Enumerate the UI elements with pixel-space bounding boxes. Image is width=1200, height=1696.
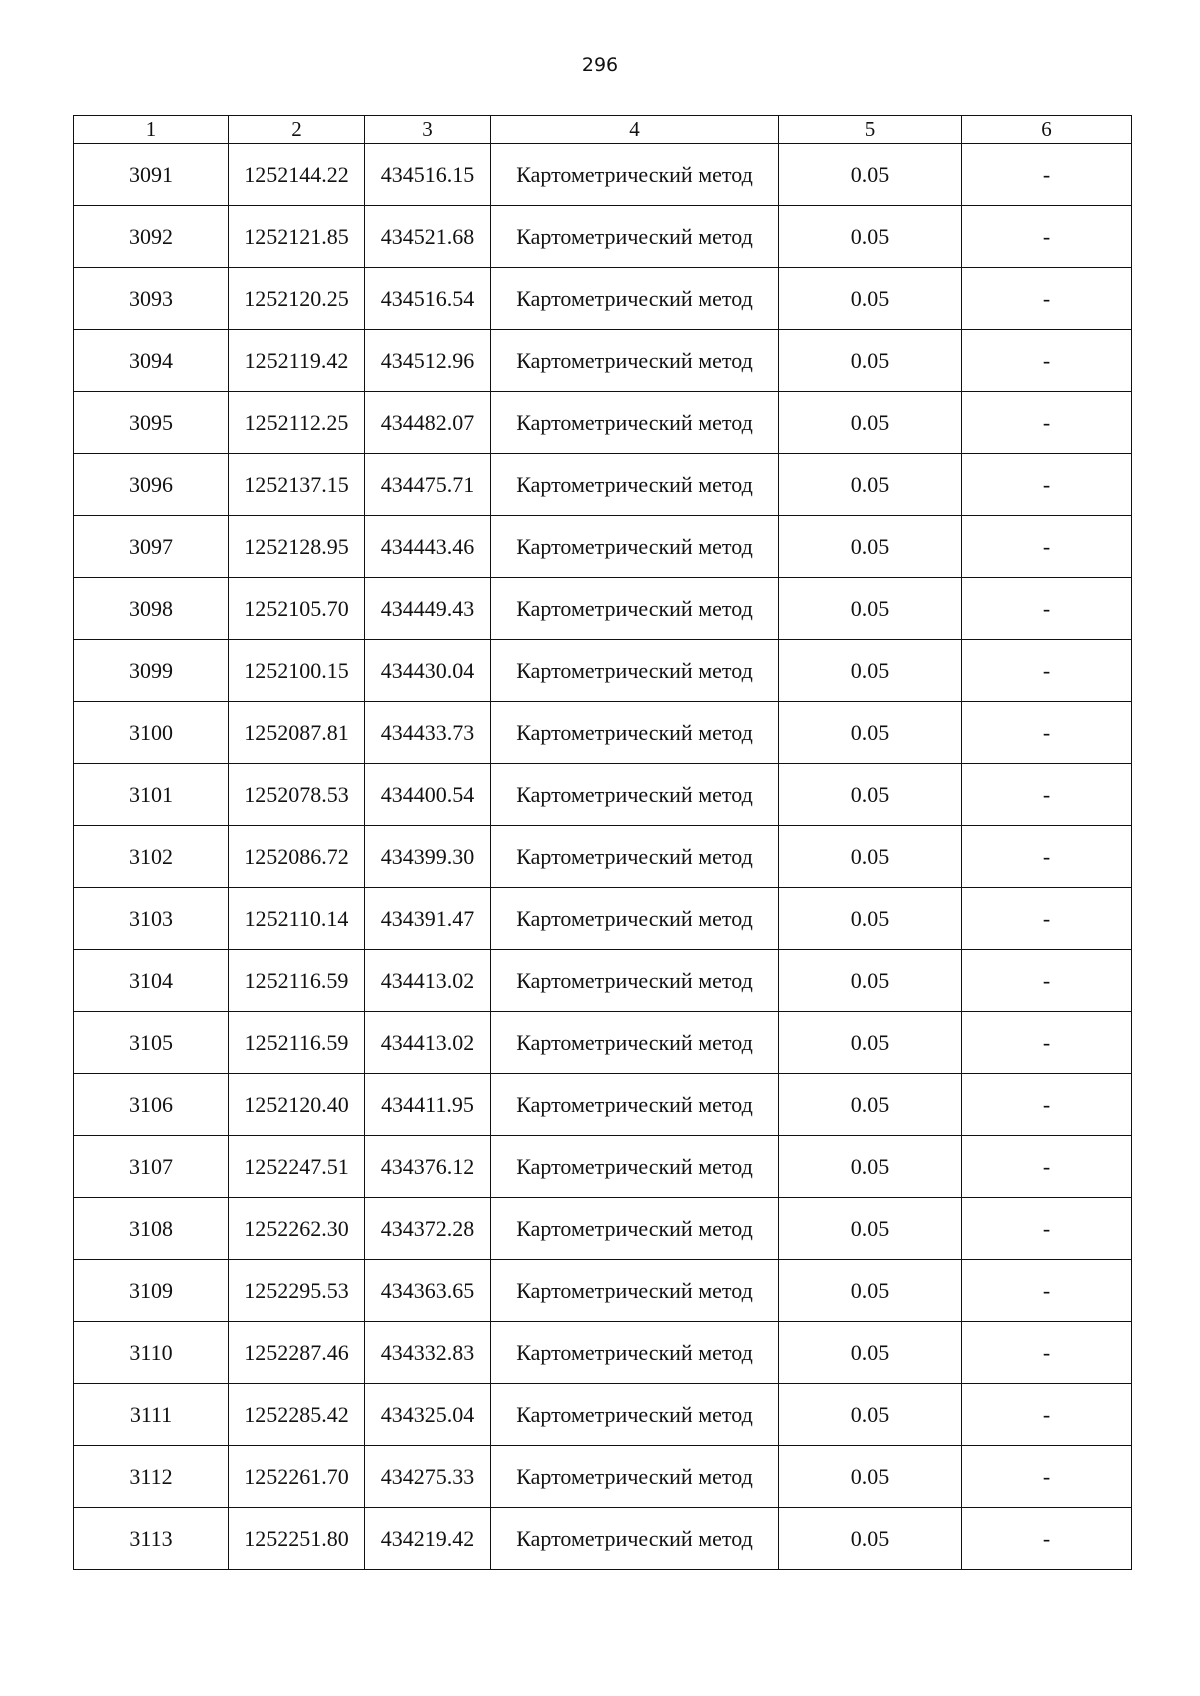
note-cell: - <box>962 764 1132 826</box>
note-cell: - <box>962 826 1132 888</box>
x-coordinate-cell: 1252078.53 <box>229 764 365 826</box>
accuracy-cell: 0.05 <box>779 888 962 950</box>
accuracy-cell: 0.05 <box>779 640 962 702</box>
accuracy-cell: 0.05 <box>779 1136 962 1198</box>
y-coordinate-cell: 434275.33 <box>365 1446 491 1508</box>
method-cell: Картометрический метод <box>491 1012 779 1074</box>
note-cell: - <box>962 640 1132 702</box>
note-cell: - <box>962 702 1132 764</box>
x-coordinate-cell: 1252116.59 <box>229 950 365 1012</box>
point-number-cell: 3091 <box>74 144 229 206</box>
table-row <box>74 888 1132 950</box>
header-cell: 2 <box>229 116 365 144</box>
note-cell: - <box>962 950 1132 1012</box>
point-number-cell: 3100 <box>74 702 229 764</box>
point-number-cell: 3108 <box>74 1198 229 1260</box>
y-coordinate-cell: 434413.02 <box>365 950 491 1012</box>
point-number-cell: 3103 <box>74 888 229 950</box>
x-coordinate-cell: 1252285.42 <box>229 1384 365 1446</box>
accuracy-cell: 0.05 <box>779 764 962 826</box>
note-cell: - <box>962 330 1132 392</box>
method-cell: Картометрический метод <box>491 1136 779 1198</box>
x-coordinate-cell: 1252120.40 <box>229 1074 365 1136</box>
note-cell: - <box>962 578 1132 640</box>
note-cell: - <box>962 1508 1132 1570</box>
table-row <box>74 1446 1132 1508</box>
y-coordinate-cell: 434521.68 <box>365 206 491 268</box>
note-cell: - <box>962 1322 1132 1384</box>
accuracy-cell: 0.05 <box>779 454 962 516</box>
table-row <box>74 764 1132 826</box>
method-cell: Картометрический метод <box>491 950 779 1012</box>
note-cell: - <box>962 268 1132 330</box>
method-cell: Картометрический метод <box>491 392 779 454</box>
accuracy-cell: 0.05 <box>779 702 962 764</box>
accuracy-cell: 0.05 <box>779 826 962 888</box>
y-coordinate-cell: 434475.71 <box>365 454 491 516</box>
accuracy-cell: 0.05 <box>779 950 962 1012</box>
accuracy-cell: 0.05 <box>779 1198 962 1260</box>
y-coordinate-cell: 434219.42 <box>365 1508 491 1570</box>
accuracy-cell: 0.05 <box>779 578 962 640</box>
method-cell: Картометрический метод <box>491 454 779 516</box>
x-coordinate-cell: 1252144.22 <box>229 144 365 206</box>
table-row <box>74 268 1132 330</box>
table-row <box>74 702 1132 764</box>
method-cell: Картометрический метод <box>491 764 779 826</box>
point-number-cell: 3109 <box>74 1260 229 1322</box>
note-cell: - <box>962 144 1132 206</box>
y-coordinate-cell: 434443.46 <box>365 516 491 578</box>
note-cell: - <box>962 392 1132 454</box>
x-coordinate-cell: 1252086.72 <box>229 826 365 888</box>
note-cell: - <box>962 1260 1132 1322</box>
y-coordinate-cell: 434449.43 <box>365 578 491 640</box>
accuracy-cell: 0.05 <box>779 1012 962 1074</box>
x-coordinate-cell: 1252100.15 <box>229 640 365 702</box>
y-coordinate-cell: 434411.95 <box>365 1074 491 1136</box>
point-number-cell: 3107 <box>74 1136 229 1198</box>
y-coordinate-cell: 434482.07 <box>365 392 491 454</box>
point-number-cell: 3095 <box>74 392 229 454</box>
point-number-cell: 3099 <box>74 640 229 702</box>
table-row <box>74 1384 1132 1446</box>
x-coordinate-cell: 1252287.46 <box>229 1322 365 1384</box>
note-cell: - <box>962 1198 1132 1260</box>
y-coordinate-cell: 434325.04 <box>365 1384 491 1446</box>
point-number-cell: 3097 <box>74 516 229 578</box>
x-coordinate-cell: 1252087.81 <box>229 702 365 764</box>
x-coordinate-cell: 1252262.30 <box>229 1198 365 1260</box>
x-coordinate-cell: 1252116.59 <box>229 1012 365 1074</box>
y-coordinate-cell: 434332.83 <box>365 1322 491 1384</box>
header-cell: 6 <box>962 116 1132 144</box>
accuracy-cell: 0.05 <box>779 1446 962 1508</box>
accuracy-cell: 0.05 <box>779 1074 962 1136</box>
x-coordinate-cell: 1252121.85 <box>229 206 365 268</box>
x-coordinate-cell: 1252295.53 <box>229 1260 365 1322</box>
point-number-cell: 3096 <box>74 454 229 516</box>
x-coordinate-cell: 1252105.70 <box>229 578 365 640</box>
table-row <box>74 640 1132 702</box>
method-cell: Картометрический метод <box>491 1260 779 1322</box>
x-coordinate-cell: 1252110.14 <box>229 888 365 950</box>
x-coordinate-cell: 1252261.70 <box>229 1446 365 1508</box>
accuracy-cell: 0.05 <box>779 330 962 392</box>
y-coordinate-cell: 434372.28 <box>365 1198 491 1260</box>
y-coordinate-cell: 434391.47 <box>365 888 491 950</box>
point-number-cell: 3111 <box>74 1384 229 1446</box>
y-coordinate-cell: 434400.54 <box>365 764 491 826</box>
method-cell: Картометрический метод <box>491 888 779 950</box>
method-cell: Картометрический метод <box>491 330 779 392</box>
method-cell: Картометрический метод <box>491 640 779 702</box>
method-cell: Картометрический метод <box>491 578 779 640</box>
table-row <box>74 206 1132 268</box>
method-cell: Картометрический метод <box>491 1198 779 1260</box>
method-cell: Картометрический метод <box>491 144 779 206</box>
note-cell: - <box>962 1074 1132 1136</box>
point-number-cell: 3106 <box>74 1074 229 1136</box>
accuracy-cell: 0.05 <box>779 268 962 330</box>
method-cell: Картометрический метод <box>491 1384 779 1446</box>
header-cell: 1 <box>74 116 229 144</box>
header-row <box>74 116 1132 144</box>
header-cell: 5 <box>779 116 962 144</box>
accuracy-cell: 0.05 <box>779 144 962 206</box>
table-row <box>74 826 1132 888</box>
x-coordinate-cell: 1252247.51 <box>229 1136 365 1198</box>
table-row <box>74 330 1132 392</box>
accuracy-cell: 0.05 <box>779 206 962 268</box>
point-number-cell: 3092 <box>74 206 229 268</box>
x-coordinate-cell: 1252128.95 <box>229 516 365 578</box>
y-coordinate-cell: 434433.73 <box>365 702 491 764</box>
accuracy-cell: 0.05 <box>779 1260 962 1322</box>
point-number-cell: 3102 <box>74 826 229 888</box>
table-row <box>74 1322 1132 1384</box>
point-number-cell: 3101 <box>74 764 229 826</box>
note-cell: - <box>962 516 1132 578</box>
accuracy-cell: 0.05 <box>779 392 962 454</box>
note-cell: - <box>962 1136 1132 1198</box>
table-row <box>74 1074 1132 1136</box>
table-row <box>74 392 1132 454</box>
method-cell: Картометрический метод <box>491 1074 779 1136</box>
table-row <box>74 578 1132 640</box>
method-cell: Картометрический метод <box>491 206 779 268</box>
y-coordinate-cell: 434376.12 <box>365 1136 491 1198</box>
method-cell: Картометрический метод <box>491 826 779 888</box>
table-row <box>74 1012 1132 1074</box>
table-body <box>74 116 1132 1570</box>
table-row <box>74 1260 1132 1322</box>
table-row <box>74 950 1132 1012</box>
header-cell: 3 <box>365 116 491 144</box>
method-cell: Картометрический метод <box>491 1508 779 1570</box>
point-number-cell: 3104 <box>74 950 229 1012</box>
y-coordinate-cell: 434512.96 <box>365 330 491 392</box>
y-coordinate-cell: 434413.02 <box>365 1012 491 1074</box>
x-coordinate-cell: 1252112.25 <box>229 392 365 454</box>
point-number-cell: 3098 <box>74 578 229 640</box>
x-coordinate-cell: 1252120.25 <box>229 268 365 330</box>
note-cell: - <box>962 206 1132 268</box>
y-coordinate-cell: 434516.15 <box>365 144 491 206</box>
accuracy-cell: 0.05 <box>779 1322 962 1384</box>
table-row <box>74 1508 1132 1570</box>
table-row <box>74 144 1132 206</box>
method-cell: Картометрический метод <box>491 516 779 578</box>
point-number-cell: 3093 <box>74 268 229 330</box>
note-cell: - <box>962 454 1132 516</box>
method-cell: Картометрический метод <box>491 1446 779 1508</box>
method-cell: Картометрический метод <box>491 1322 779 1384</box>
table-row <box>74 454 1132 516</box>
table-row <box>74 1198 1132 1260</box>
y-coordinate-cell: 434430.04 <box>365 640 491 702</box>
method-cell: Картометрический метод <box>491 702 779 764</box>
y-coordinate-cell: 434516.54 <box>365 268 491 330</box>
x-coordinate-cell: 1252137.15 <box>229 454 365 516</box>
y-coordinate-cell: 434363.65 <box>365 1260 491 1322</box>
accuracy-cell: 0.05 <box>779 516 962 578</box>
table-row <box>74 1136 1132 1198</box>
accuracy-cell: 0.05 <box>779 1384 962 1446</box>
method-cell: Картометрический метод <box>491 268 779 330</box>
point-number-cell: 3105 <box>74 1012 229 1074</box>
header-cell: 4 <box>491 116 779 144</box>
accuracy-cell: 0.05 <box>779 1508 962 1570</box>
page-number: 296 <box>581 54 619 76</box>
note-cell: - <box>962 1446 1132 1508</box>
x-coordinate-cell: 1252119.42 <box>229 330 365 392</box>
x-coordinate-cell: 1252251.80 <box>229 1508 365 1570</box>
note-cell: - <box>962 888 1132 950</box>
point-number-cell: 3112 <box>74 1446 229 1508</box>
point-number-cell: 3094 <box>74 330 229 392</box>
note-cell: - <box>962 1012 1132 1074</box>
point-number-cell: 3113 <box>74 1508 229 1570</box>
y-coordinate-cell: 434399.30 <box>365 826 491 888</box>
point-number-cell: 3110 <box>74 1322 229 1384</box>
coordinates-table <box>73 115 1132 1570</box>
note-cell: - <box>962 1384 1132 1446</box>
table-row <box>74 516 1132 578</box>
